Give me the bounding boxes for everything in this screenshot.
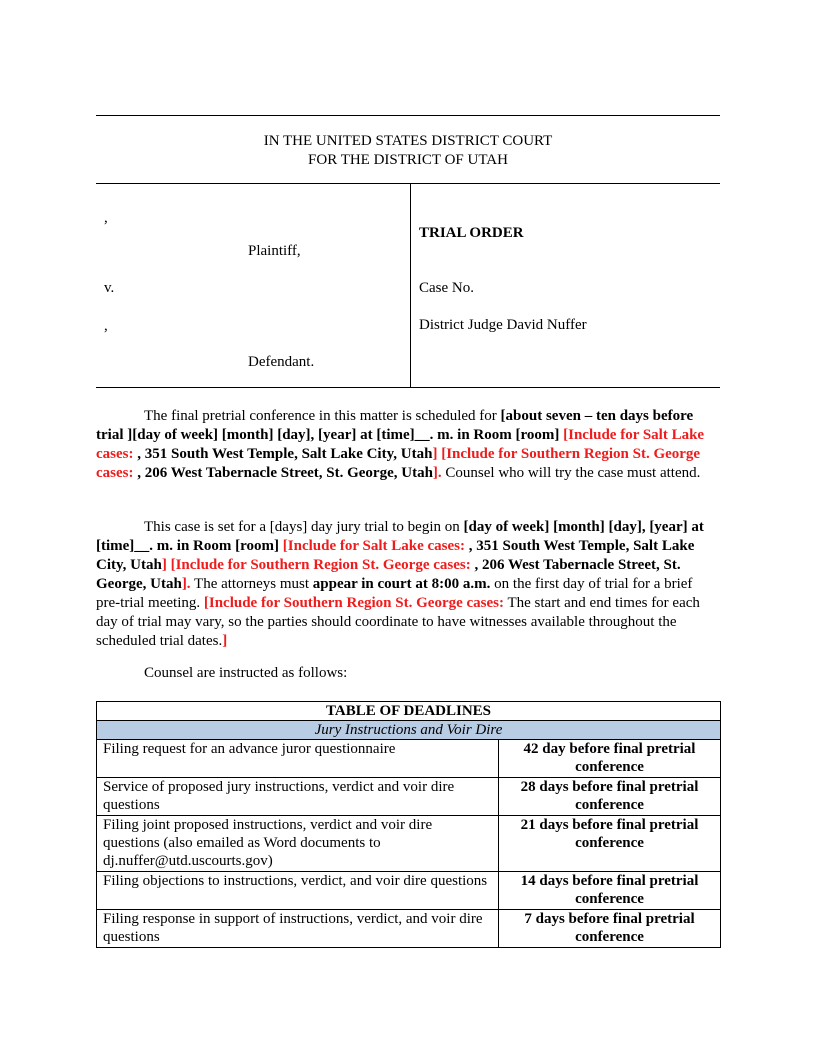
plaintiff-label: Plaintiff, xyxy=(248,243,301,259)
instructions-intro: Counsel are instructed as follows: xyxy=(144,665,348,681)
pretrial-conference-paragraph: The final pretrial conference in this matter is scheduled for [about seven – ten days before trial ][day of week] [month] [day], [year] at [time]__. m. in Room [room] [Include for Salt Lake cases: , 351 South West Temple, Salt Lake City, Utah] [Include for Southern Region St. George cases: , 206 West Tabernacle Street, St. George, Utah]. Counsel who will try the case must attend. xyxy=(96,408,705,481)
defendant-label: Defendant. xyxy=(248,354,315,370)
deadline-task: Filing response in support of instructions, verdict, and voir dire questions xyxy=(97,910,499,948)
table-section-row xyxy=(97,721,721,740)
deadline-task: Filing objections to instructions, verdict, and voir dire questions xyxy=(97,872,499,910)
deadline-task: Filing request for an advance juror questionnaire xyxy=(97,740,499,778)
versus-label: v. xyxy=(104,280,115,296)
order-title: TRIAL ORDER xyxy=(419,225,524,241)
deadline-due: 42 day before final pretrial conference xyxy=(499,740,721,778)
deadline-task: Filing joint proposed instructions, verdict and voir dire questions (also emailed as Word documents to dj.nuffer@utd.uscourts.gov) xyxy=(97,816,499,872)
top-rule xyxy=(96,115,720,116)
deadline-due: 28 days before final pretrial conference xyxy=(499,778,721,816)
deadline-due: 14 days before final pretrial conference xyxy=(499,872,721,910)
caption-order-info xyxy=(411,184,720,387)
deadline-due: 21 days before final pretrial conference xyxy=(499,816,721,872)
table-title-row xyxy=(97,702,721,721)
deadline-due: 7 days before final pretrial conference xyxy=(499,910,721,948)
table-section-heading: Jury Instructions and Voir Dire xyxy=(97,721,721,740)
deadlines-table xyxy=(96,701,721,948)
table-row xyxy=(97,910,721,948)
judge-name: District Judge David Nuffer xyxy=(419,317,587,333)
table-row xyxy=(97,816,721,872)
court-line-1: IN THE UNITED STATES DISTRICT COURT xyxy=(263,133,553,149)
court-heading xyxy=(96,132,720,170)
plaintiff-name-blank: , xyxy=(104,210,108,226)
case-number-label: Case No. xyxy=(419,280,474,296)
table-row xyxy=(97,778,721,816)
case-caption xyxy=(96,183,720,388)
table-title: TABLE OF DEADLINES xyxy=(97,702,721,721)
jury-trial-paragraph: This case is set for a [days] day jury trial to begin on [day of week] [month] [day], [year] at [time]__. m. in Room [room] [Include for Salt Lake cases: , 351 South West Temple, Salt Lake City, Utah] [Include for Southern Region St. George cases: , 206 West Tabernacle Street, St. George, Utah]. The attorneys must appear in court at 8:00 a.m. on the first day of trial for a brief pre-trial meeting. [Include for Southern Region St. George cases: The start and end times for each day of trial may vary, so the parties should coordinate to have witnesses available throughout the scheduled trial dates.] xyxy=(96,519,704,649)
caption-parties xyxy=(96,184,411,387)
court-line-2: FOR THE DISTRICT OF UTAH xyxy=(308,152,508,168)
table-row xyxy=(97,740,721,778)
table-row xyxy=(97,872,721,910)
deadline-task: Service of proposed jury instructions, verdict and voir dire questions xyxy=(97,778,499,816)
defendant-name-blank: , xyxy=(104,318,108,334)
